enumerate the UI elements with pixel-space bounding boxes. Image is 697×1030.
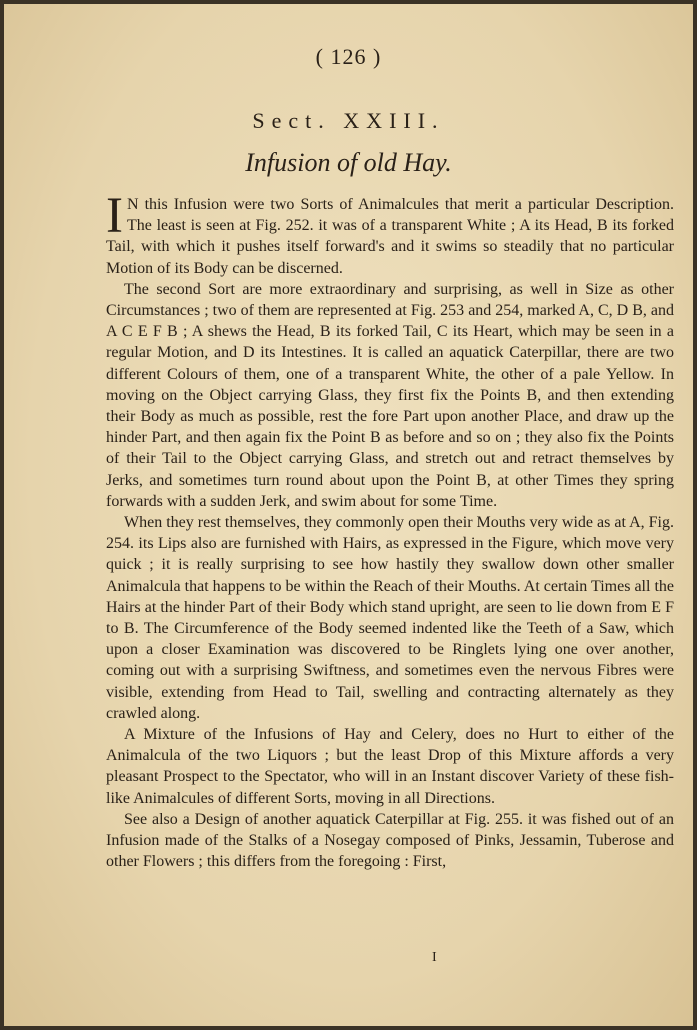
book-page	[4, 4, 693, 1026]
paragraph-1-text: N this Infusion were two Sorts of Animalcules that merit a particular Description. The least is seen at Fig. 252. it was of a transparent White ; A its Head, B its forked Tail, with which it pushes itself forward's and it swims so steadily that no particular Motion of its Body can be discerned.	[106, 196, 674, 277]
page-number: ( 126 )	[315, 44, 382, 69]
paragraph-5: See also a Design of another aquatick Caterpillar at Fig. 255. it was fished out of an Infusion made of the Stalks of a Nosegay composed of Pinks, Jessamin, Tuberose and other Flowers ; this differs from the foregoing : First,	[106, 810, 674, 871]
paragraph-4: A Mixture of the Infusions of Hay and Celery, does no Hurt to either of the Animalcula of the two Liquors ; but the least Drop of this Mixture affords a very pleasant Prospect to the Spectator, who will in an Instant discover Variety of these fish-like Animalcules of different Sorts, moving in all Directions.	[106, 726, 674, 807]
section-subtitle: Infusion of old Hay.	[245, 148, 452, 177]
signature-mark: I	[432, 950, 437, 965]
paragraph-1	[106, 188, 674, 279]
paragraph-2: The second Sort are more extraordinary and surprising, as well in Size as other Circumstances ; two of them are represented at Fig. 253 and 254, marked A, C, D B, and A C E F B ; A shews the Head, B its forked Tail, C its Heart, which may be seen in a regular Motion, and D its Intestines. It is called an aquatick Caterpillar, there are two different Colours of them, one of a transparent White, the other of a pale Yellow. In moving on the Object carrying Glass, they first fix the Points B, and then extending their Body as much as possible, rest the fore Part upon another Place, and draw up the hinder Part, and then again fix the Point B as before and so on ; they also fix the Points of their Tail to the Object carrying Glass, and stretch out and retract themselves by Jerks, and sometimes turn round about upon the Point B, at other Times they spring forwards with a sudden Jerk, and swim about for some Time.	[106, 280, 674, 510]
body-text	[106, 188, 674, 873]
drop-cap: I	[106, 188, 123, 244]
paragraph-3: When they rest themselves, they commonly open their Mouths very wide as at A, Fig. 254. its Lips also are furnished with Hairs, as expressed in the Figure, which move very quick ; it is really surprising to see how hastily they swallow down other smaller Animalcula that happens to be within the Reach of their Mouths. At certain Times all the Hairs at the hinder Part of their Body which stand upright, are seen to lie down from E F to B. The Circumference of the Body seemed indented like the Teeth of a Saw, which upon a closer Examination was discovered to be Ringlets lying one over another, coming out with a surprising Swiftness, and sometimes even the nervous Fibres were visible, extending from Head to Tail, swelling and contracting alternately as they crawled along.	[106, 514, 674, 722]
section-heading: Sect. XXIII.	[252, 108, 445, 133]
